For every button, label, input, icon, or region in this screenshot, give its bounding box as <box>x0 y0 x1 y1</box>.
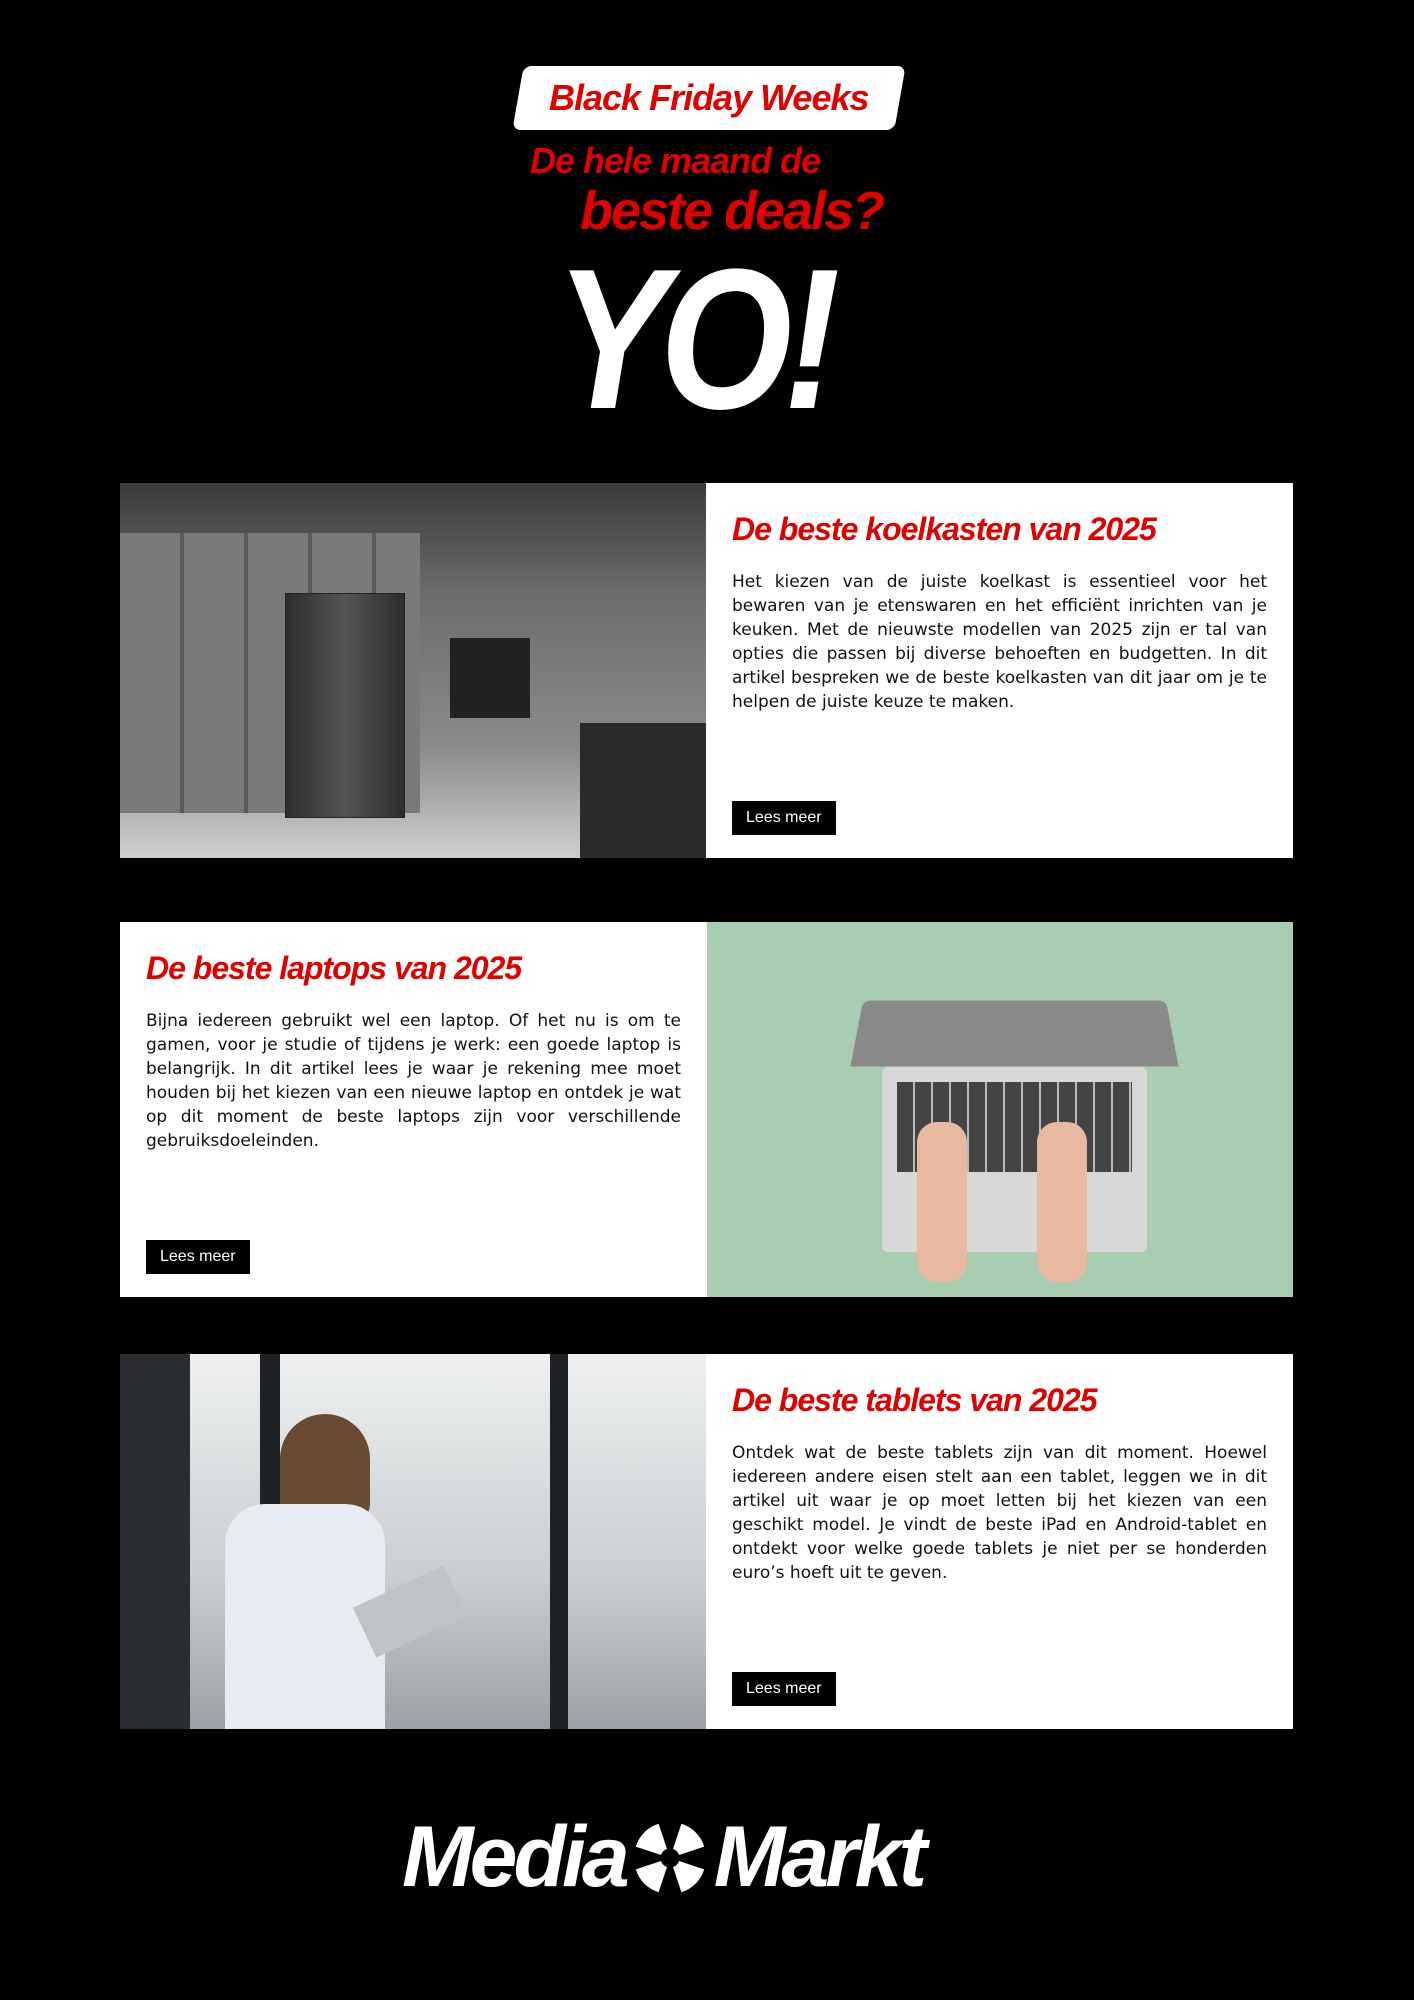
read-more-button[interactable]: Lees meer <box>732 1672 836 1706</box>
mediamarkt-logo: Media Markt <box>402 1809 924 1905</box>
swirl-logo-icon <box>632 1820 708 1896</box>
article-card-laptops <box>120 922 1293 1297</box>
read-more-button[interactable]: Lees meer <box>146 1240 250 1274</box>
yo-shout: YO! <box>555 228 832 451</box>
headline-line2: beste deals? <box>580 181 884 241</box>
article-title: De beste laptops van 2025 <box>146 950 522 986</box>
headline-line1: De hele maand de <box>530 140 821 181</box>
article-card-fridges <box>120 483 1293 858</box>
read-more-button[interactable]: Lees meer <box>732 801 836 835</box>
article-body: Bijna iedereen gebruikt wel een laptop. Of het nu is om te gamen, voor je studie of tijdens je werk: een goede laptop is belangrijk. In dit artikel lees je waar je rekening mee moet houden bij het kiezen van een nieuwe laptop en ontdek je wat op dit moment de beste laptops zijn voor verschillende gebruiksdoeleinden. <box>146 1011 681 1151</box>
article-title: De beste koelkasten van 2025 <box>732 511 1156 547</box>
article-body: Ontdek wat de beste tablets zijn van dit moment. Hoewel iedereen andere eisen stelt aan een tablet, leggen we in dit artikel uit waar je op moet letten bij het kiezen van een geschikt model. Je vindt de beste iPad en Android-tablet en ontdekt voor welke goede tablets je niet per se honderden euro’s hoeft uit te geven. <box>732 1443 1267 1583</box>
woman-with-tablet-image <box>120 1354 706 1729</box>
black-friday-badge: Black Friday Weeks <box>512 66 905 130</box>
laptop-image <box>707 922 1293 1297</box>
article-title: De beste tablets van 2025 <box>732 1382 1097 1418</box>
article-body: Het kiezen van de juiste koelkast is essentieel voor het bewaren van je etenswaren en het efficiënt inrichten van je keuken. Met de nieuwste modellen van 2025 zijn er tal van opties die passen bij diverse behoeften en budgetten. In dit artikel bespreken we de beste koelkasten van dit jaar om je te helpen de juiste keuze te maken. <box>732 572 1267 712</box>
kitchen-fridge-image <box>120 483 706 858</box>
article-card-tablets <box>120 1354 1293 1729</box>
